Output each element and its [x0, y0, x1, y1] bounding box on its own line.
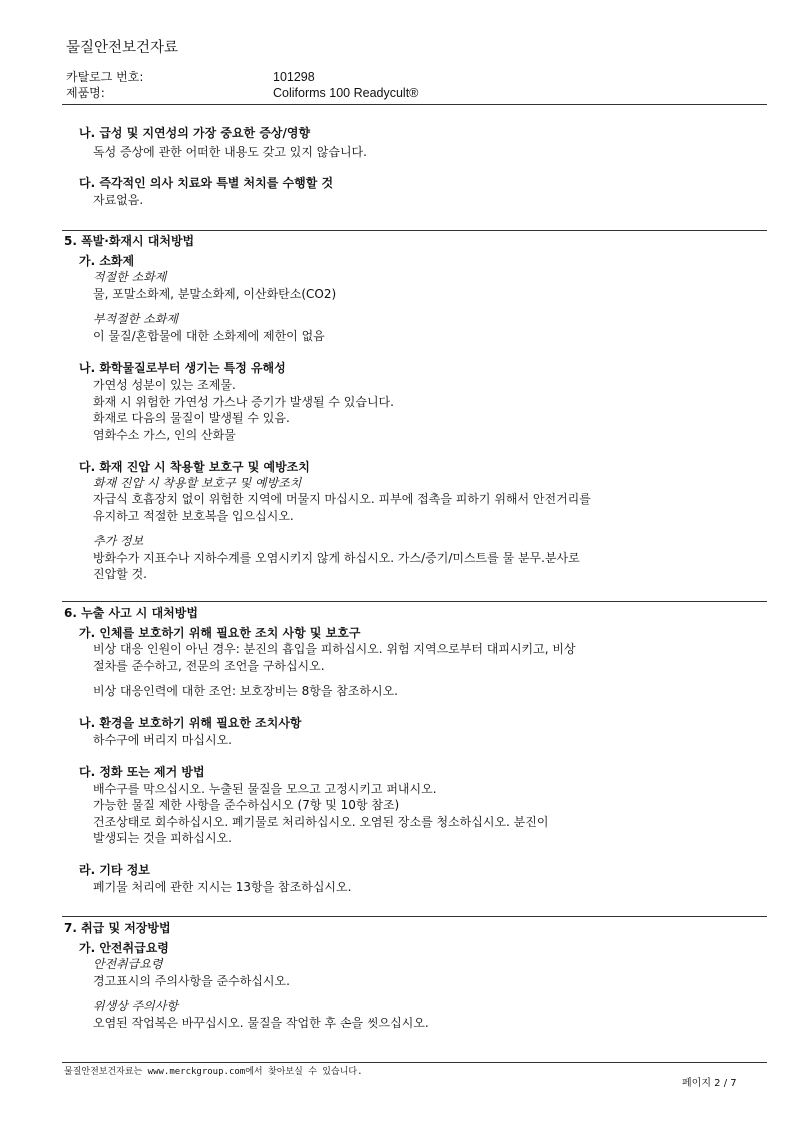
sec5-c-extra-line: 방화수가 지표수나 지하수계를 오염시키지 않게 하십시오. 가스/증기/미스트를 물 분무.분사로	[93, 551, 580, 565]
footer-note: 물질안전보건자료는 www.merckgroup.com에서 찾아보실 수 있습니다.	[64, 1067, 363, 1077]
catalog-number-value: 101298	[273, 70, 315, 84]
sec5-b-title: 나. 화학물질로부터 생기는 특정 유해성	[79, 361, 286, 375]
sec7-a-label2: 위생상 주의사항	[93, 999, 178, 1013]
catalog-number-label: 카탈로그 번호:	[66, 70, 144, 84]
section-5-title: 5. 폭발·화재시 대처방법	[64, 234, 195, 248]
sec6-d-title: 라. 기타 정보	[79, 863, 150, 877]
sec4-c-text: 자료없음.	[93, 193, 144, 207]
sec5-c-line: 자급식 호흡장치 없이 위험한 지역에 머물지 마십시오. 피부에 접촉을 피하기 위해서 안전거리를	[93, 492, 591, 506]
sec6-a-title: 가. 인체를 보호하기 위해 필요한 조치 사항 및 보호구	[79, 626, 361, 640]
sec6-c-line: 건조상태로 회수하십시오. 폐기물로 처리하십시오. 오염된 장소를 청소하십시오. 분진이	[93, 815, 549, 829]
sec4-b-title: 나. 급성 및 지연성의 가장 중요한 증상/영향	[79, 126, 311, 140]
sec7-a-label1: 안전취급요령	[93, 957, 163, 971]
sec7-a-title: 가. 안전취급요령	[79, 941, 169, 955]
sec6-c-line: 발생되는 것을 피하십시오.	[93, 831, 232, 845]
product-name-value: Coliforms 100 Readycult®	[273, 86, 419, 100]
sec6-d-text: 폐기물 처리에 관한 지시는 13항을 참조하십시오.	[93, 880, 352, 894]
sec5-c-line: 유지하고 적절한 보호복을 입으십시오.	[93, 509, 294, 523]
page-number: 페이지 2 / 7	[682, 1078, 737, 1089]
sec5-b-line: 화재로 다음의 물질이 발생될 수 있음.	[93, 411, 290, 425]
sec6-a-line: 절차를 준수하고, 전문의 조언을 구하십시오.	[93, 659, 325, 673]
sec5-a-unsuitable-label: 부적절한 소화제	[93, 312, 178, 326]
sec6-a-line: 비상 대응 인원이 아닌 경우: 분진의 흡입을 피하십시오. 위험 지역으로부터 대피시키고, 비상	[93, 642, 576, 656]
document-title: 물질안전보건자료	[66, 40, 179, 56]
sec5-b-line: 염화수소 가스, 인의 산화물	[93, 428, 236, 442]
sec4-b-text: 독성 증상에 관한 어떠한 내용도 갖고 있지 않습니다.	[93, 145, 367, 159]
sec5-c-extra-label: 추가 정보	[93, 534, 144, 548]
section-divider	[62, 916, 767, 917]
header-divider	[62, 104, 767, 105]
sec6-b-text: 하수구에 버리지 마십시오.	[93, 733, 232, 747]
section-7-title: 7. 취급 및 저장방법	[64, 921, 171, 935]
sec6-a-line3: 비상 대응인력에 대한 조언: 보호장비는 8항을 참조하시오.	[93, 684, 398, 698]
product-name-label: 제품명:	[66, 86, 105, 100]
sec5-a-suitable-label: 적절한 소화제	[93, 270, 167, 284]
sec6-c-title: 다. 정화 또는 제거 방법	[79, 765, 205, 779]
section-6-title: 6. 누출 사고 시 대처방법	[64, 606, 198, 620]
section-divider	[62, 601, 767, 602]
sec5-c-extra-line: 진압할 것.	[93, 567, 147, 581]
sec5-a-title: 가. 소화제	[79, 254, 135, 268]
sec7-a-text1: 경고표시의 주의사항을 준수하십시오.	[93, 974, 290, 988]
sec6-c-line: 가능한 물질 제한 사항을 준수하십시오 (7항 및 10항 참조)	[93, 798, 400, 812]
sec7-a-text2: 오염된 작업복은 바꾸십시오. 물질을 작업한 후 손을 씻으십시오.	[93, 1016, 429, 1030]
section-divider	[62, 230, 767, 231]
footer-divider	[62, 1062, 767, 1063]
sec4-c-title: 다. 즉각적인 의사 치료와 특별 처치를 수행할 것	[79, 176, 334, 190]
sec5-b-line: 화재 시 위험한 가연성 가스나 증기가 발생될 수 있습니다.	[93, 395, 394, 409]
sec5-a-suitable-text: 물, 포말소화제, 분말소화제, 이산화탄소(CO2)	[93, 287, 337, 301]
sec5-b-line: 가연성 성분이 있는 조제물.	[93, 378, 236, 392]
sec6-b-title: 나. 환경을 보호하기 위해 필요한 조치사항	[79, 716, 302, 730]
sec5-c-title: 다. 화재 진압 시 착용할 보호구 및 예방조치	[79, 460, 310, 474]
sec5-a-unsuitable-text: 이 물질/혼합물에 대한 소화제에 제한이 없음	[93, 329, 325, 343]
sec5-c-sub-label: 화재 진압 시 착용할 보호구 및 예방조치	[93, 476, 302, 490]
sec6-c-line: 배수구를 막으십시오. 누출된 물질을 모으고 고정시키고 퍼내시오.	[93, 782, 437, 796]
